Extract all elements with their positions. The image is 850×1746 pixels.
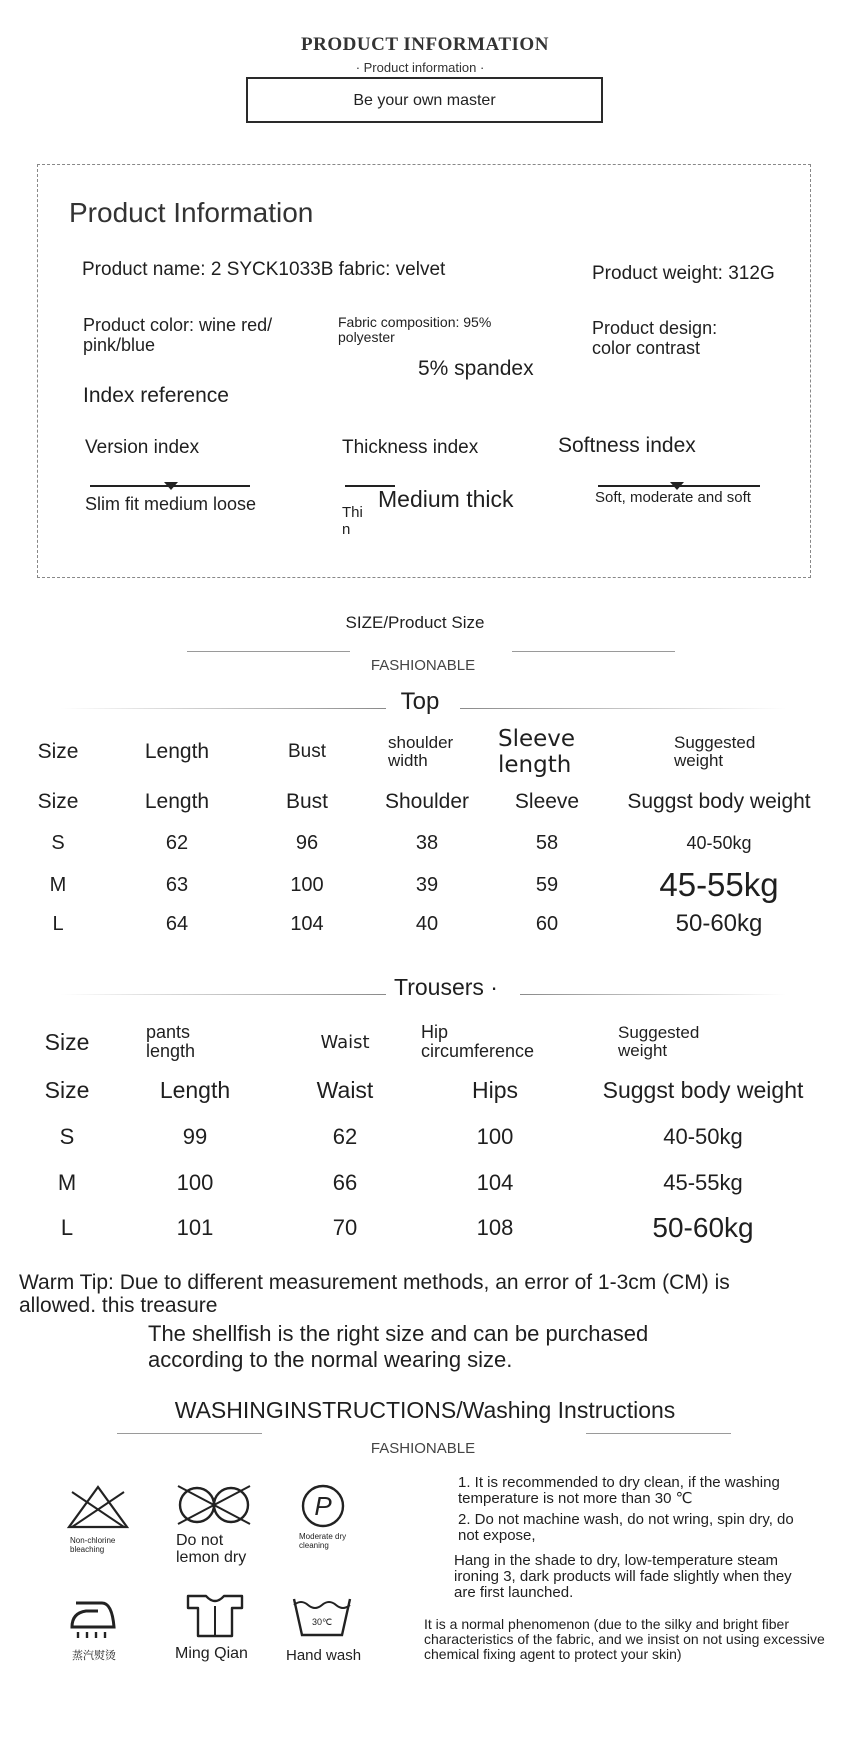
hand-wash-temp: 30℃ (311, 1617, 333, 1627)
trousers-row-m-hips: 104 (476, 1170, 514, 1195)
trousers-raw-size: Size (44, 1028, 90, 1055)
info-product-design: Product design: color contrast (592, 318, 718, 358)
top-row-l-bust: 104 (290, 912, 324, 935)
top-divider-right (460, 708, 786, 709)
top-row-l-shoulder: 40 (415, 912, 439, 935)
info-index-reference: Index reference (83, 384, 229, 407)
softness-index-value: Soft, moderate and soft (595, 489, 751, 506)
top-raw-shoulder: shoulder width (388, 733, 454, 770)
trousers-row-s-size: S (59, 1124, 75, 1149)
trousers-row-l-waist: 70 (332, 1215, 358, 1240)
no-bleach-icon (66, 1484, 130, 1530)
top-table-raw-header (14, 724, 836, 780)
wash-instruction-2: 2. Do not machine wash, do not wring, spin dry, do not expose, (458, 1511, 794, 1544)
top-header-weight: Suggst body weight (627, 790, 811, 813)
top-raw-size: Size (37, 740, 79, 763)
trousers-row-m-length: 100 (176, 1170, 214, 1195)
trousers-row-l-length: 101 (176, 1215, 214, 1240)
trousers-header-weight: Suggst body weight (602, 1076, 804, 1103)
trousers-header-size: Size (44, 1076, 90, 1103)
trousers-row-s-weight: 40-50kg (663, 1124, 743, 1149)
trousers-table-label: Trousers · (394, 974, 498, 1000)
top-header-size: Size (37, 790, 79, 813)
trousers-header-length: Length (159, 1076, 231, 1103)
top-row-s-bust: 96 (295, 831, 319, 854)
top-table-header (14, 785, 836, 819)
top-row-m-length: 63 (165, 873, 189, 896)
trousers-row-s-waist: 62 (332, 1124, 358, 1149)
version-index-value: Slim fit medium loose (85, 494, 257, 514)
top-row-l-size: L (52, 912, 64, 935)
trousers-divider-right (520, 994, 786, 995)
table-row (14, 1119, 836, 1155)
top-row-s-sleeve: 58 (535, 831, 559, 854)
no-bleach-label: Non-chlorine bleaching (70, 1536, 116, 1554)
wash-instruction-3: Hang in the shade to dry, low-temperature steam ironing 3, dark products will fade slightly when they are first launched. (454, 1552, 792, 1601)
dry-clean-label: Moderate dry cleaning (299, 1532, 347, 1550)
top-row-s-shoulder: 38 (415, 831, 439, 854)
top-row-s-size: S (51, 831, 65, 854)
info-product-name: Product name: 2 SYCK1033B fabric: velvet (82, 259, 446, 280)
top-row-s-weight: 40-50kg (686, 832, 752, 853)
softness-index-title: Softness index (558, 434, 696, 457)
top-raw-bust: Bust (287, 741, 327, 762)
size-divider-right (512, 651, 675, 652)
top-row-m-size: M (49, 873, 67, 896)
trousers-raw-length: pants length (146, 1022, 196, 1061)
steam-iron-label: 蒸汽熨烫 (72, 1649, 116, 1662)
size-section-title: SIZE/Product Size (345, 613, 485, 632)
top-row-m-weight: 45-55kg (659, 866, 779, 903)
trousers-raw-waist: Waist (320, 1031, 370, 1053)
top-row-s-length: 62 (165, 831, 189, 854)
warm-tip-line1: Warm Tip: Due to different measurement methods, an error of 1-3cm (CM) is allowed. this treasure (19, 1271, 730, 1317)
trousers-row-m-waist: 66 (332, 1170, 358, 1195)
trousers-row-l-size: L (60, 1215, 74, 1240)
size-section-subtitle: FASHIONABLE (370, 657, 476, 674)
trousers-row-m-weight: 45-55kg (663, 1170, 743, 1195)
trousers-row-m-size: M (57, 1170, 77, 1195)
table-row (14, 1209, 836, 1247)
thickness-index-title: Thickness index (342, 437, 479, 458)
wash-instruction-4: It is a normal phenomenon (due to the silky and bright fiber characteristics of the fabric, and we insist on not using excessive chemical fixing agent to protect your skin) (424, 1616, 825, 1662)
trousers-raw-weight: Suggested weight (618, 1023, 700, 1060)
table-row (14, 866, 836, 904)
size-divider-left (187, 651, 350, 652)
warm-tip-line2: The shellfish is the right size and can be purchased according to the normal wearing size. (148, 1321, 649, 1372)
info-heading: Product Information (69, 197, 314, 228)
washing-divider-right (586, 1433, 731, 1434)
trousers-row-s-length: 99 (182, 1124, 208, 1149)
trousers-row-l-hips: 108 (476, 1215, 514, 1240)
top-divider-left (60, 708, 386, 709)
top-raw-sleeve: Sleeve length (498, 726, 576, 778)
table-row (14, 1165, 836, 1201)
info-product-weight: Product weight: 312G (592, 263, 775, 284)
hang-dry-label: Ming Qian (175, 1645, 248, 1662)
hand-wash-label: Hand wash (286, 1647, 362, 1664)
trousers-row-s-hips: 100 (476, 1124, 514, 1149)
page-title: PRODUCT INFORMATION (301, 34, 549, 55)
no-tumble-dry-label: Do not lemon dry (176, 1532, 247, 1566)
thickness-index-value: Medium thick (378, 486, 514, 512)
trousers-header-waist: Waist (316, 1076, 374, 1103)
no-tumble-dry-icon (174, 1483, 254, 1527)
svg-text:P: P (314, 1491, 332, 1521)
trousers-header-hips: Hips (471, 1076, 518, 1103)
washing-divider-left (117, 1433, 262, 1434)
top-header-bust: Bust (285, 790, 329, 813)
table-row (14, 826, 836, 860)
top-raw-length: Length (144, 740, 210, 763)
info-product-color: Product color: wine red/ pink/blue (83, 315, 273, 355)
washing-title: WASHINGINSTRUCTIONS/Washing Instructions (174, 1397, 676, 1423)
top-row-m-shoulder: 39 (415, 873, 439, 896)
dry-clean-p-icon (300, 1483, 346, 1529)
top-row-l-sleeve: 60 (535, 912, 559, 935)
header-box-main-label: Be your own master (353, 92, 496, 109)
version-gauge-marker (164, 482, 178, 490)
hand-wash-icon (290, 1593, 354, 1639)
top-row-m-sleeve: 59 (535, 873, 559, 896)
hang-dry-shirt-icon (184, 1592, 246, 1640)
wash-instruction-1: 1. It is recommended to dry clean, if the washing temperature is not more than 30 ℃ (458, 1474, 780, 1507)
top-raw-weight: Suggested weight (674, 733, 756, 770)
trousers-table-header (14, 1072, 836, 1108)
thickness-index-small: Thi n (342, 504, 363, 538)
trousers-row-l-weight: 50-60kg (652, 1212, 754, 1243)
info-fabric-composition: Fabric composition: 95% polyester (338, 314, 492, 345)
trousers-divider-left (60, 994, 386, 995)
top-row-l-weight: 50-60kg (675, 910, 763, 937)
washing-subtitle: FASHIONABLE (370, 1440, 476, 1457)
version-index-title: Version index (85, 437, 200, 458)
trousers-table-raw-header (14, 1018, 836, 1066)
header-box-small-label: · Product information · (345, 61, 495, 75)
trousers-raw-hip: Hip circumference (421, 1022, 535, 1061)
top-row-l-length: 64 (165, 912, 189, 935)
top-header-length: Length (144, 790, 210, 813)
steam-iron-icon (68, 1597, 120, 1641)
top-table-label: Top (400, 688, 440, 715)
table-row (14, 906, 836, 942)
top-row-m-bust: 100 (290, 873, 324, 896)
info-spandex: 5% spandex (418, 357, 534, 380)
top-header-sleeve: Sleeve (514, 790, 580, 813)
top-header-shoulder: Shoulder (384, 790, 470, 813)
